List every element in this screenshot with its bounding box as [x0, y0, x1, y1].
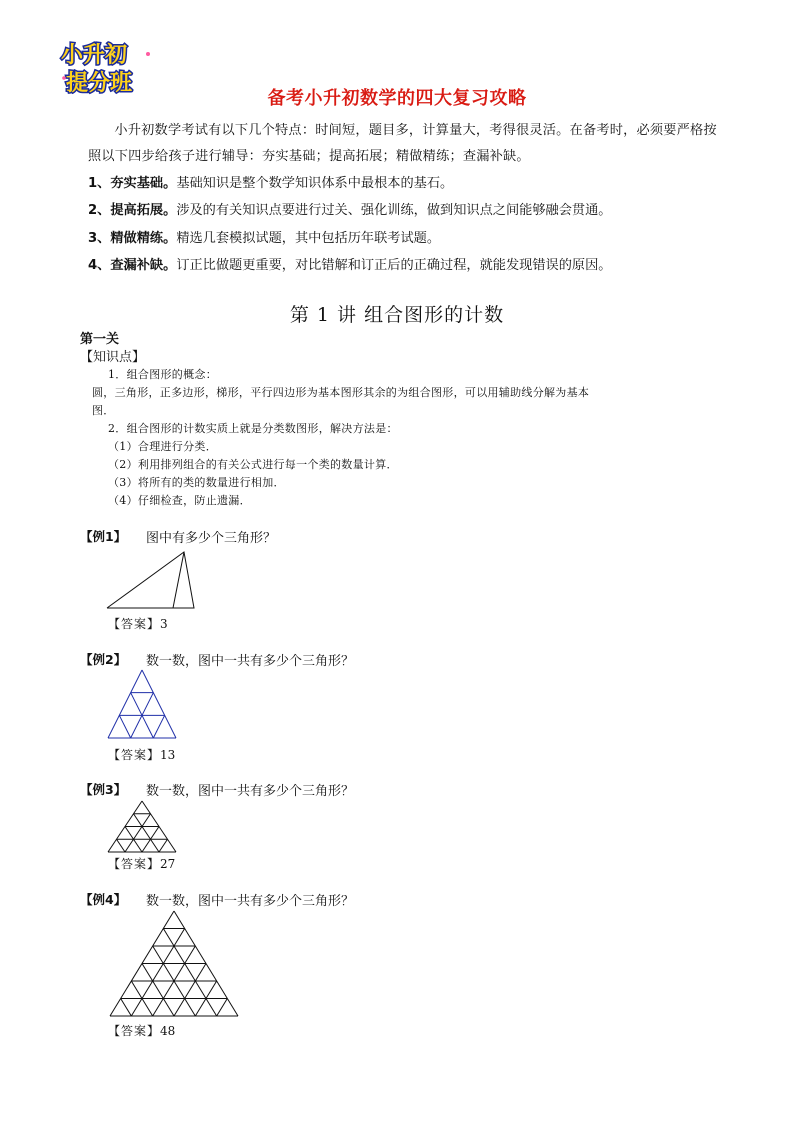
step-text: 订正比做题更重要，对比错解和订正后的正确过程，就能发现错误的原因。: [176, 258, 612, 273]
grid-line: [117, 839, 126, 852]
knowledge-line: 2．组合图形的计数实质上就是分类数图形，解决方法是：: [108, 422, 398, 435]
step-item: [88, 229, 440, 249]
example-question: 数一数，图中一共有多少个三角形？: [146, 894, 355, 909]
lecture-title: 第 1 讲 组合图形的计数: [289, 304, 505, 326]
answer: [108, 1022, 175, 1039]
step-item: [88, 256, 612, 276]
logo-line2: 提分班: [66, 71, 133, 96]
knowledge-line: 圆，三角形，正多边形，梯形，平行四边形为基本图形其余的为组合图形，可以用辅助线分解为基本: [92, 386, 590, 399]
step-item: [88, 174, 453, 194]
answer: [108, 746, 175, 763]
knowledge-line: （4）仔细检查，防止遗漏．: [108, 494, 251, 507]
page-title: 备考小升初数学的四大复习攻略: [267, 88, 527, 109]
knowledge-line: 图．: [92, 404, 115, 417]
example-question: 数一数，图中一共有多少个三角形？: [146, 654, 355, 669]
answer-label: 【答案】: [108, 748, 161, 762]
section-heading: 第一关: [80, 332, 120, 347]
grid-line: [119, 715, 130, 738]
step-text: 涉及的有关知识点要进行过关、强化训练，做到知识点之间能够融会贯通。: [176, 203, 612, 218]
grid-line: [153, 715, 164, 738]
knowledge-header: 【知识点】: [80, 350, 146, 365]
answer: [108, 615, 168, 632]
knowledge-line: （2）利用排列组合的有关公式进行每一个类的数量计算．: [108, 458, 398, 471]
answer-value: 3: [160, 617, 168, 631]
example-label: 【例1】: [80, 529, 127, 544]
example-question: 数一数，图中一共有多少个三角形？: [146, 784, 355, 799]
example-label: 【例2】: [80, 652, 127, 667]
step-text: 基础知识是整个数学知识体系中最根本的基石。: [176, 176, 454, 191]
knowledge-line: （1）合理进行分类．: [108, 440, 217, 453]
figure-example-2: [104, 666, 180, 742]
step-label: 4、查漏补缺。: [88, 258, 177, 273]
grid-line: [159, 839, 168, 852]
answer-value: 27: [160, 857, 176, 871]
example-label: 【例3】: [80, 782, 127, 797]
logo-line1: 小升初: [61, 43, 128, 68]
answer-value: 48: [160, 1024, 176, 1038]
step-label: 1、夯实基础。: [88, 176, 177, 191]
grid-line: [108, 670, 142, 738]
step-label: 3、精做精练。: [88, 231, 177, 246]
knowledge-line: （3）将所有的类的数量进行相加．: [108, 476, 285, 489]
figure-example-4: [104, 908, 244, 1020]
answer-label: 【答案】: [108, 617, 161, 631]
intro-paragraph: 小升初数学考试有以下几个特点：时间短，题目多，计算量大，考得很灵活。在备考时，必须要严格按照以下四步给孩子进行辅导：夯实基础；提高拓展；精做精练；查漏补缺。: [88, 123, 717, 164]
step-item: [88, 201, 612, 221]
answer-value: 13: [160, 748, 176, 762]
grid-line: [121, 999, 132, 1017]
figure-example-1: [100, 548, 200, 612]
figure-example-3: [104, 798, 180, 856]
grid-line: [217, 999, 228, 1017]
example-label: 【例4】: [80, 892, 127, 907]
answer-label: 【答案】: [108, 857, 161, 871]
step-text: 精选几套模拟试题，其中包括历年联考试题。: [176, 231, 441, 246]
example-question: 图中有多少个三角形？: [146, 531, 277, 546]
step-label: 2、提高拓展。: [88, 203, 177, 218]
answer: [108, 855, 175, 872]
grid-line: [163, 929, 216, 1017]
knowledge-line: 1．组合图形的概念：: [108, 368, 217, 381]
grid-line: [142, 670, 176, 738]
grid-line: [131, 929, 184, 1017]
answer-label: 【答案】: [108, 1024, 161, 1038]
